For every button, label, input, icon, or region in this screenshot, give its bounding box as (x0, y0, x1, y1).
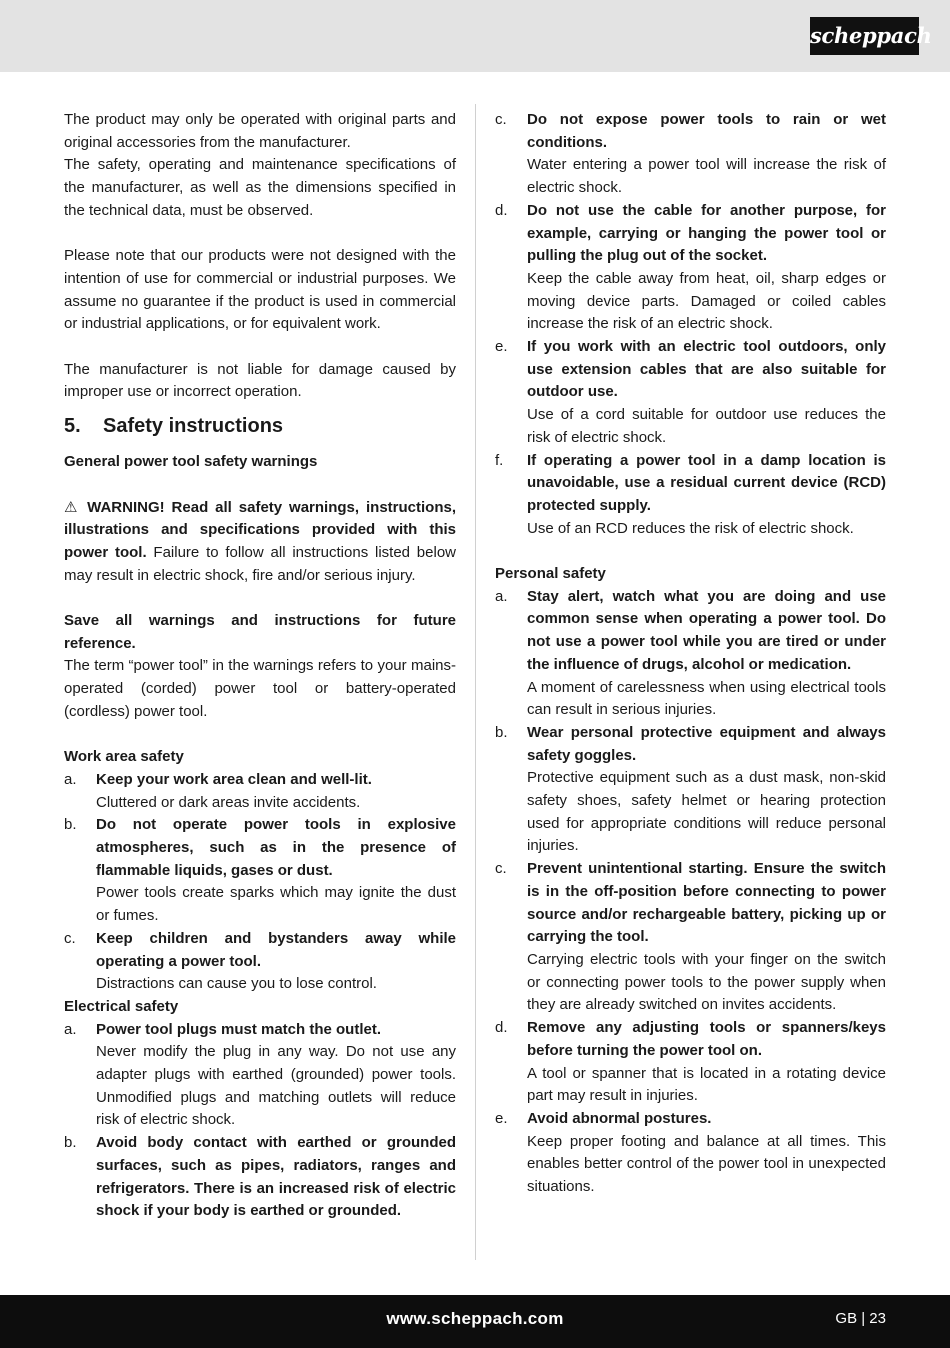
subheading: Electrical safety (64, 997, 179, 1015)
footer-bar (0, 1295, 950, 1348)
list-item: d. Remove any adjusting tools or spanners/keys before turning the power tool on. A tool or spanner that is located in a rotating device part may result in injuries. (495, 1019, 886, 1105)
list-item: f. If operating a power tool in a damp location is unavoidable, use a residual current device (RCD) protected supply. Use of an RCD reduces the risk of electric shock. (495, 451, 886, 537)
subheading: Personal safety (495, 565, 606, 583)
warning-bold: ⚠ WARNING! Read all safety warnings, instructions, illustrations and specifications provided with this power tool. (64, 498, 456, 561)
paragraph: The safety, operating and maintenance specifications of the manufacturer, as well as the dimensions specified in the technical data, must be observed. (64, 156, 456, 219)
list-item: d. Do not use the cable for another purpose, for example, carrying or hanging the power tool or pulling the plug out of the socket. Keep the cable away from heat, oil, sharp edges or moving device parts. Damaged or coiled cables increase the risk of an electric shock. (495, 201, 886, 333)
list-item: c. Keep children and bystanders away while operating a power tool. Distractions can cause you to lose control. (64, 929, 456, 993)
list-item: b. Do not operate power tools in explosive atmospheres, such as in the presence of flammable liquids, gases or dust. Power tools create sparks which may ignite the dust or fumes. (64, 816, 456, 925)
top-header-bar (0, 0, 950, 72)
subheading: Work area safety (64, 748, 184, 766)
paragraph: The term “power tool” in the warnings refers to your mains-operated (corded) power tool or battery-operated (cordless) power tool. (64, 657, 456, 720)
list-item: a. Power tool plugs must match the outlet. Never modify the plug in any way. Do not use any adapter plugs with earthed (grounded) power tools. Unmodified plugs and matching outlets will reduce risk of electric shock. (64, 1020, 456, 1129)
paragraph: The manufacturer is not liable for damage caused by improper use or incorrect operation. (64, 360, 456, 401)
list-item: c. Prevent unintentional starting. Ensure the switch is in the off-position before connecting to power source and/or rechargeable battery, picking up or carrying the tool. Carrying electric tools with your finger on the switch or connecting power tools to the power supply when they are already switched on invites accidents. (495, 860, 886, 1014)
footer-url[interactable]: www.scheppach.com (386, 1309, 564, 1328)
list-item: c. Do not expose power tools to rain or wet conditions. Water entering a power tool will increase the risk of electric shock. (495, 111, 886, 197)
warning-paragraph (64, 497, 456, 588)
section-title: Safety instructions (103, 415, 284, 438)
right-column (495, 109, 886, 1199)
warning-text: Failure to follow all instructions listed below may result in electric shock, fire and/or serious injury. (64, 543, 456, 584)
paragraph: Please note that our products were not designed with the intention of use for commercial or industrial purposes. We assume no guarantee if the product is used in commercial or industrial applications, or for equivalent work. (64, 247, 456, 333)
list-item: b. Wear personal protective equipment and always safety goggles. Protective equipment such as a dust mask, non-skid safety shoes, safety helmet or hearing protection used for appropriate conditions will reduce personal injuries. (495, 723, 886, 855)
list-item: b. Avoid body contact with earthed or grounded surfaces, such as pipes, radiators, ranges and refrigerators. There is an increased risk of electric shock if your body is earthed or grounded. (64, 1134, 456, 1220)
page-number: GB | 23 (835, 1310, 886, 1327)
paragraph: The product may only be operated with original parts and original accessories from the manufacturer. (64, 111, 456, 151)
list-item: a. Stay alert, watch what you are doing and use common sense when operating a power tool. Do not use a power tool while you are tired or under the influence of drugs, alcohol or medication. A moment of carelessness when using electrical tools can result in serious injuries. (495, 587, 886, 719)
list-item: e. Avoid abnormal postures. Keep proper footing and balance at all times. This enables better control of the power tool in unexpected situations. (495, 1109, 886, 1196)
column-divider (475, 104, 476, 1260)
list-item: a. Keep your work area clean and well-lit. Cluttered or dark areas invite accidents. (64, 770, 372, 811)
left-column (64, 109, 456, 1223)
section-heading (64, 414, 456, 438)
save-warning: Save all warnings and instructions for future reference. (64, 612, 456, 652)
section-number: 5. (64, 415, 81, 438)
subheading: General power tool safety warnings (64, 453, 318, 471)
brand-logo: scheppach (810, 17, 919, 55)
list-item: e. If you work with an electric tool outdoors, only use extension cables that are also suitable for outdoor use. Use of a cord suitable for outdoor use reduces the risk of electric shock. (495, 338, 886, 446)
